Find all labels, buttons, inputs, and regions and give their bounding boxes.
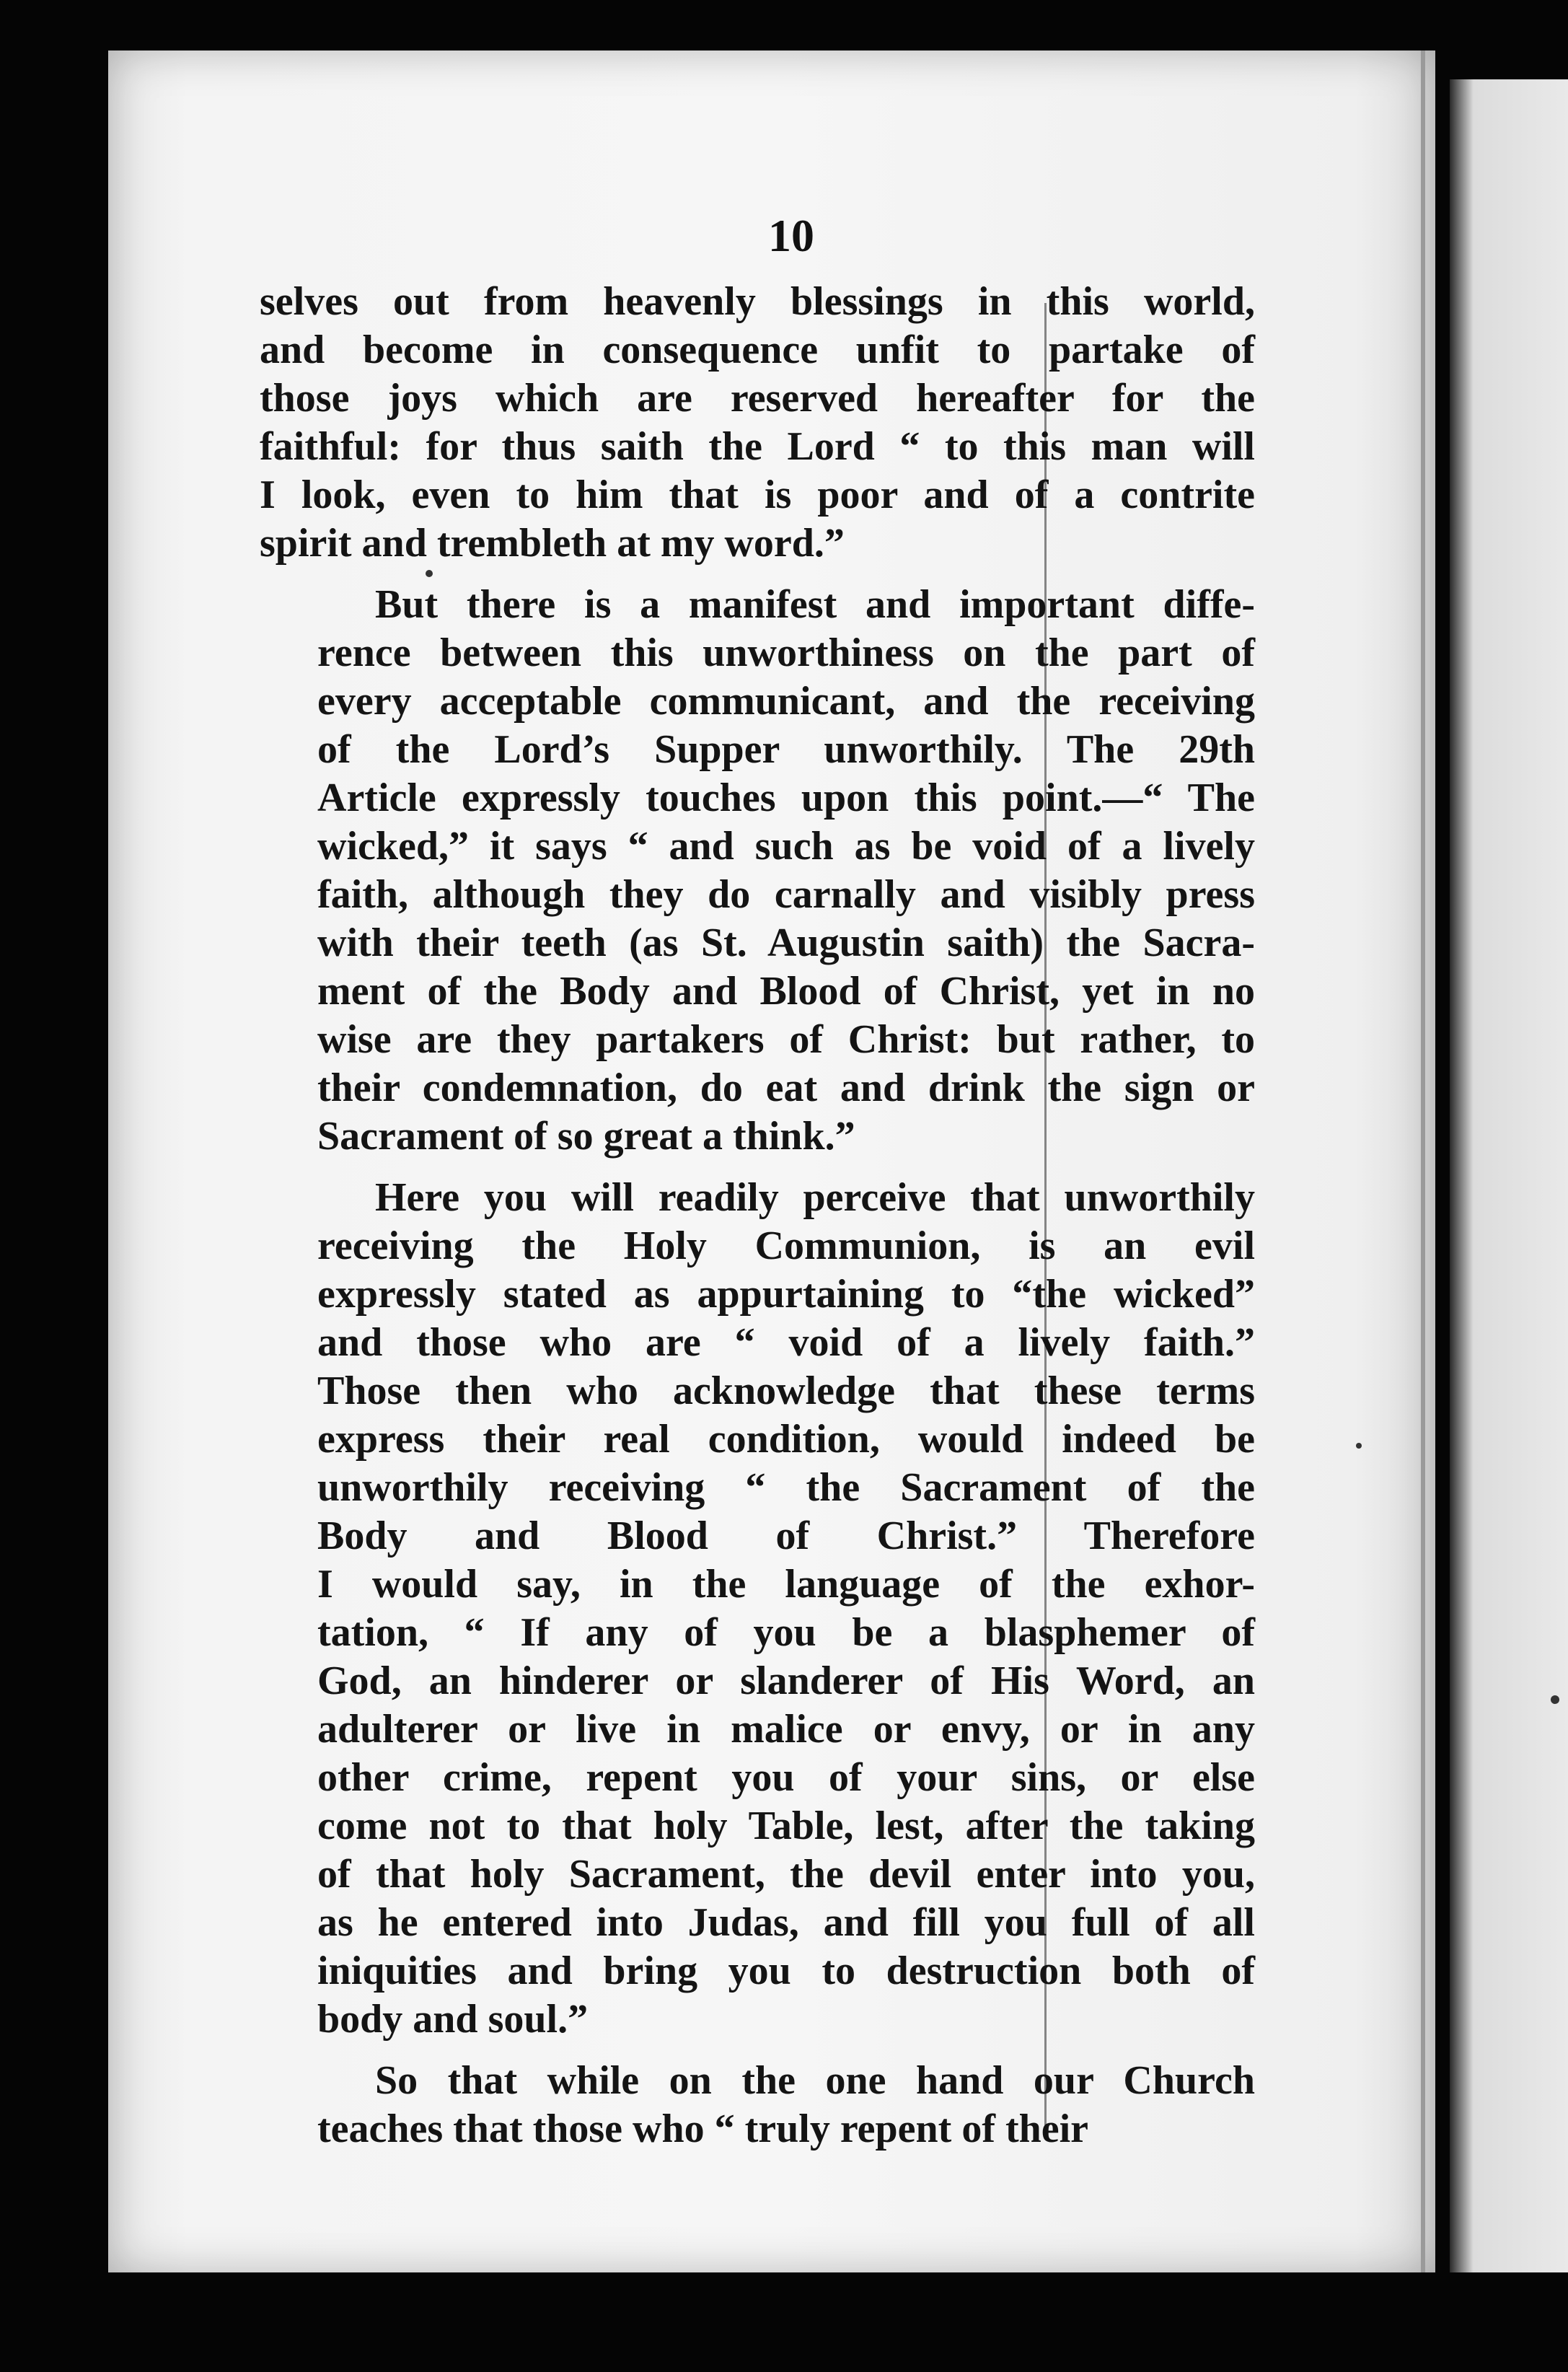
text-line: Article expressly touches upon this point.—“ The	[317, 776, 1255, 820]
page-number: 10	[768, 210, 814, 261]
text-line: faithful: for thus saith the Lord “ to this man will	[260, 424, 1255, 469]
text-line: as he entered into Judas, and fill you full of all	[317, 1900, 1255, 1945]
text-line: every acceptable communicant, and the receiving	[317, 679, 1255, 724]
text-line: adulterer or live in malice or envy, or in any	[317, 1707, 1255, 1752]
text-line: wicked,” it says “ and such as be void of a lively	[317, 824, 1255, 869]
text-line: So that while on the one hand our Church	[375, 2058, 1255, 2103]
text-line: their condemnation, do eat and drink the sign or	[317, 1066, 1255, 1110]
text-line: But there is a manifest and important diffe-	[375, 582, 1255, 627]
text-line: wise are they partakers of Christ: but rather, to	[317, 1017, 1255, 1062]
text-line: God, an hinderer or slanderer of His Word, an	[317, 1659, 1255, 1703]
text-line: I would say, in the language of the exhor-	[317, 1562, 1255, 1607]
text-line: Those then who acknowledge that these terms	[317, 1369, 1255, 1413]
text-line: express their real condition, would indeed be	[317, 1417, 1255, 1462]
text-line: ment of the Body and Blood of Christ, yet in no	[317, 969, 1255, 1014]
text-line: and become in consequence unfit to partake of	[260, 328, 1255, 372]
text-line: come not to that holy Table, lest, after the taking	[317, 1804, 1255, 1848]
scan-speck	[426, 570, 433, 577]
text-line: Body and Blood of Christ.” Therefore	[317, 1514, 1255, 1558]
page-edge	[1421, 50, 1425, 2272]
text-line: with their teeth (as St. Augustin saith) the Sacra-	[317, 921, 1255, 965]
text-line: Sacrament of so great a think.”	[317, 1114, 855, 1159]
text-line: of the Lord’s Supper unworthily. The 29th	[317, 727, 1255, 772]
text-line: those joys which are reserved hereafter for the	[260, 376, 1255, 421]
text-line: rence between this unworthiness on the part of	[317, 631, 1255, 675]
body-text	[260, 278, 1255, 2153]
paragraph	[260, 581, 1255, 1161]
text-line: faith, although they do carnally and visibly press	[317, 872, 1255, 917]
text-line: expressly stated as appurtaining to “the wicked”	[317, 1272, 1255, 1317]
text-line: iniquities and bring you to destruction both of	[317, 1949, 1255, 1993]
text-line: of that holy Sacrament, the devil enter into you,	[317, 1852, 1255, 1897]
text-line: teaches that those who “ truly repent of their	[317, 2107, 1089, 2151]
text-line: receiving the Holy Communion, is an evil	[317, 1224, 1255, 1268]
scan-speck	[1551, 1695, 1559, 1704]
text-line: and those who are “ void of a lively faith.”	[317, 1320, 1255, 1365]
text-line: I look, even to him that is poor and of a contrite	[260, 473, 1255, 517]
paragraph	[260, 1174, 1255, 2044]
text-line: body and soul.”	[317, 1997, 589, 2042]
scan-speck	[1356, 1443, 1362, 1449]
text-line: Here you will readily perceive that unworthily	[375, 1175, 1255, 1220]
text-line: tation, “ If any of you be a blasphemer of	[317, 1610, 1255, 1655]
paragraph	[260, 278, 1255, 568]
text-line: selves out from heavenly blessings in this world,	[260, 279, 1255, 324]
text-line: other crime, repent you of your sins, or else	[317, 1755, 1255, 1800]
paragraph	[260, 2057, 1255, 2153]
text-line: spirit and trembleth at my word.”	[260, 521, 845, 566]
adjacent-page-edge	[1450, 79, 1568, 2272]
text-line: unworthily receiving “ the Sacrament of the	[317, 1465, 1255, 1510]
